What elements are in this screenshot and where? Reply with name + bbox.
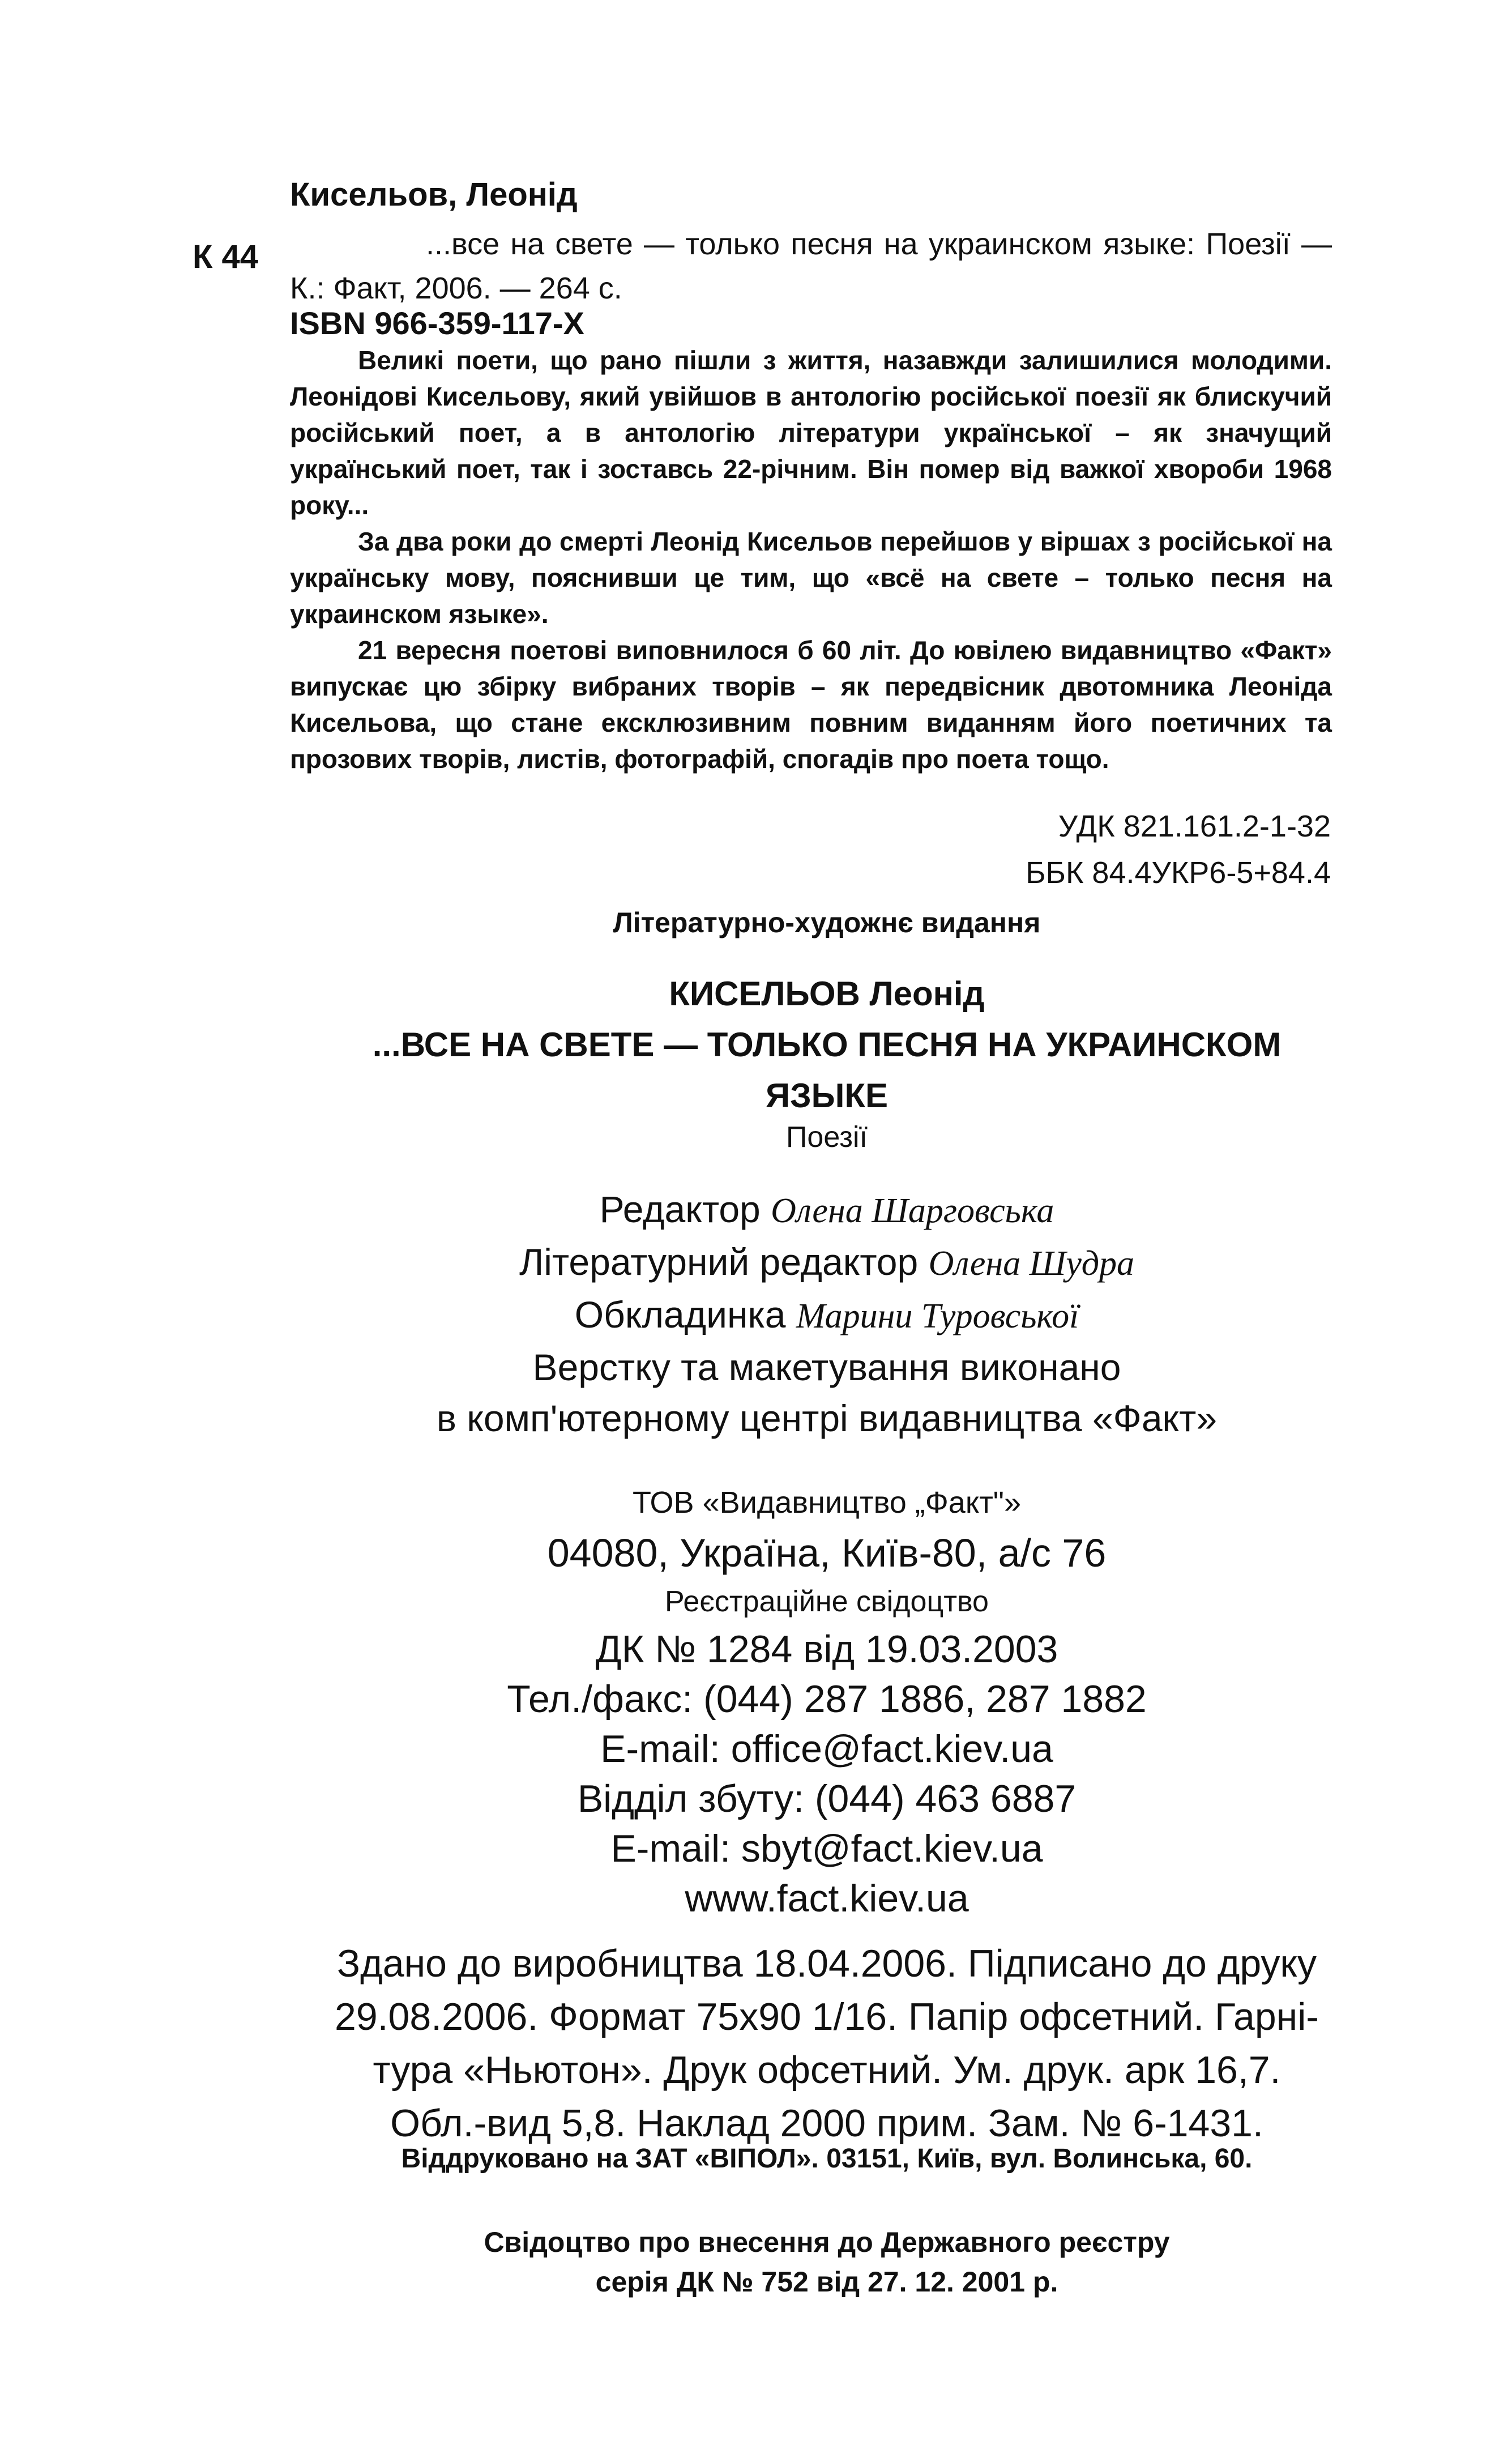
book-title-line: ...ВСЕ НА СВЕТЕ — ТОЛЬКО ПЕСНЯ НА УКРАИНСКОМ xyxy=(372,1026,1282,1064)
printed-by: Віддруковано на ЗАТ «ВІПОЛ». 03151, Київ, вул. Волинська, 60. xyxy=(401,2144,1253,2174)
isbn: ISBN 966-359-117-X xyxy=(290,305,584,341)
catalog-code: К 44 xyxy=(193,238,259,275)
layout-note: в комп'ютерному центрі видавництва «Факт» xyxy=(436,1397,1218,1439)
publisher-website: www.fact.kiev.ua xyxy=(685,1877,969,1920)
book-genre: Поезії xyxy=(786,1121,868,1154)
production-line: 29.08.2006. Формат 75х90 1/16. Папір офсетний. Гарні- xyxy=(335,1995,1319,2038)
annotation-paragraph: 21 вересня поетові виповнилося б 60 літ. До ювілею видавництво «Факт» випускає цю збірку вибраних творів – як передвісник двотомника Леоніда Кисельова, що стане ексклюзивним повним виданням його поетичних та прозових творів, листів, фотографій, спогадів про поета тощо. xyxy=(290,635,1332,774)
production-line: Здано до виробництва 18.04.2006. Підписано до друку xyxy=(337,1942,1317,1985)
classification-codes xyxy=(1026,803,1331,896)
credit-name: Олена Шарговська xyxy=(771,1192,1054,1230)
certificate-line: Свідоцтво про внесення до Державного реєстру xyxy=(484,2226,1170,2258)
credit-role: Обкладинка xyxy=(574,1294,786,1335)
publisher-info xyxy=(317,1478,1336,1923)
sales-email: E-mail: sbyt@fact.kiev.ua xyxy=(610,1827,1043,1870)
edition-type: Літературно-художнє видання xyxy=(613,907,1041,938)
production-info xyxy=(317,1937,1336,2150)
sales-phone: Відділ збуту: (044) 463 6887 xyxy=(577,1777,1077,1820)
credit-role: Літературний редактор xyxy=(519,1241,919,1283)
publisher-email: E-mail: office@fact.kiev.ua xyxy=(600,1727,1053,1770)
annotation xyxy=(290,342,1332,777)
production-line: Обл.-вид 5,8. Наклад 2000 прим. Зам. № 6-1431. xyxy=(390,2102,1263,2145)
production-line: тура «Ньютон». Друк офсетний. Ум. друк. арк 16,7. xyxy=(373,2049,1281,2092)
registration-number: ДК № 1284 від 19.03.2003 xyxy=(595,1628,1058,1671)
book-author: КИСЕЛЬОВ Леонід xyxy=(669,975,985,1013)
credit-line xyxy=(317,1184,1336,1236)
bbk-code: ББК 84.4УКР6-5+84.4 xyxy=(1026,856,1331,890)
layout-note: Верстку та макетування виконано xyxy=(532,1346,1121,1388)
catalog-title: ...все на свете — только песня на украинском языке: Поезії — К.: Факт, 2006. — 264 с. xyxy=(290,227,1332,305)
book-title-line: ЯЗЫКЕ xyxy=(765,1077,889,1115)
registration-label: Реєстраційне свідоцтво xyxy=(665,1585,989,1618)
certificate-line: серія ДК № 752 від 27. 12. 2001 р. xyxy=(595,2266,1058,2298)
publisher-name: ТОВ «Видавництво „Факт"» xyxy=(632,1486,1022,1520)
credit-role: Редактор xyxy=(599,1188,761,1230)
annotation-paragraph: Великі поети, що рано пішли з життя, назавжди залишилися молодими. Леонідові Кисельову, який увійшов в антологію російської поезії як блискучий російський поет, а в антологію літератури української – як значущий український поет, так і зоставсь 22-річним. Він помер від важкої хвороби 1968 року... xyxy=(290,345,1332,520)
publisher-address: 04080, Україна, Київ-80, а/с 76 xyxy=(547,1531,1107,1575)
state-registry-certificate xyxy=(317,2222,1336,2302)
udk-code: УДК 821.161.2-1-32 xyxy=(1058,809,1331,843)
credit-line xyxy=(317,1289,1336,1342)
catalog-author: Кисельов, Леонід xyxy=(290,176,578,213)
book-title xyxy=(317,1019,1336,1121)
credit-name: Олена Шудра xyxy=(928,1244,1135,1283)
credit-line xyxy=(317,1236,1336,1289)
credits xyxy=(317,1184,1336,1444)
publisher-phone: Тел./факс: (044) 287 1886, 287 1882 xyxy=(507,1678,1147,1721)
credit-name: Марини Туровської xyxy=(796,1297,1079,1335)
annotation-paragraph: За два роки до смерті Леонід Кисельов перейшов у віршах з російської на українську мову, пояснивши це тим, що «всё на свете – только песня на украинском языке». xyxy=(290,527,1332,629)
